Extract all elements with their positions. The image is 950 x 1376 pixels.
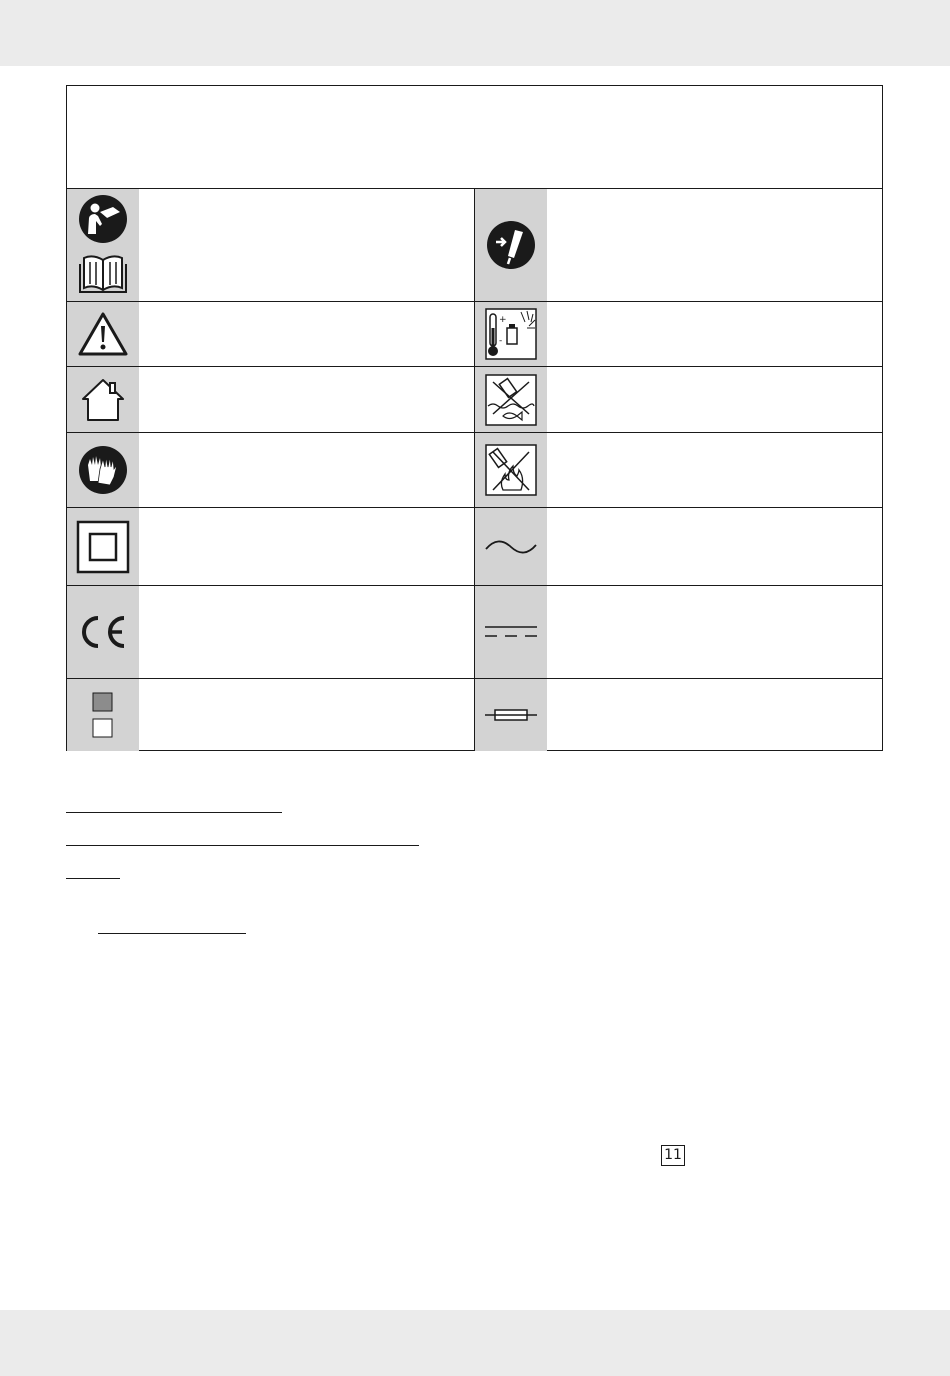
fuse-icon (484, 707, 538, 723)
text-cell (547, 433, 882, 507)
warning-triangle-icon (78, 311, 128, 357)
icon-cell (475, 679, 547, 751)
icon-cell (67, 302, 139, 366)
column-divider (474, 189, 475, 751)
text-cell (139, 433, 474, 507)
open-book-icon (77, 252, 129, 296)
text-cell (139, 586, 474, 678)
top-band (0, 0, 950, 66)
no-battery-in-fire-icon (485, 444, 537, 496)
led-indicator-icon (91, 691, 115, 739)
text-cell (547, 367, 882, 432)
icon-cell (67, 189, 139, 301)
text-cell (547, 189, 882, 301)
svg-text:+: + (499, 315, 507, 325)
read-manual-icon (78, 194, 128, 244)
temperature-sunlight-battery-icon (485, 308, 537, 360)
alternating-current-icon (484, 537, 538, 557)
icon-cell (67, 367, 139, 432)
direct-current-icon (484, 624, 538, 640)
indoor-use-house-icon (78, 377, 128, 423)
underline-rule (66, 812, 282, 813)
wear-gloves-icon (78, 445, 128, 495)
bottom-band (0, 1310, 950, 1376)
icon-cell (475, 433, 547, 507)
text-cell (547, 302, 882, 366)
underline-rule (66, 878, 120, 879)
text-cell (139, 367, 474, 432)
text-cell (139, 302, 474, 366)
svg-text:-: - (499, 336, 503, 346)
text-cell (139, 679, 474, 751)
icon-cell (67, 508, 139, 585)
text-cell (139, 189, 474, 301)
disconnect-plug-icon (486, 220, 536, 270)
table-header (67, 86, 882, 189)
no-battery-in-water-icon (485, 374, 537, 426)
icon-cell (475, 367, 547, 432)
symbol-legend-table (66, 85, 883, 751)
ce-mark-icon (78, 615, 128, 649)
icon-cell (475, 586, 547, 678)
underline-rule (66, 845, 419, 846)
icon-cell (67, 433, 139, 507)
text-cell (547, 508, 882, 585)
icon-cell (67, 679, 139, 751)
icon-cell (67, 586, 139, 678)
page-number: 11 (661, 1145, 685, 1166)
icon-cell (475, 302, 547, 366)
protection-class-ii-icon (76, 520, 130, 574)
text-cell (547, 586, 882, 678)
icon-cell (475, 508, 547, 585)
text-cell (547, 679, 882, 751)
text-cell (139, 508, 474, 585)
icon-cell (475, 189, 547, 301)
underline-rule (98, 933, 246, 934)
